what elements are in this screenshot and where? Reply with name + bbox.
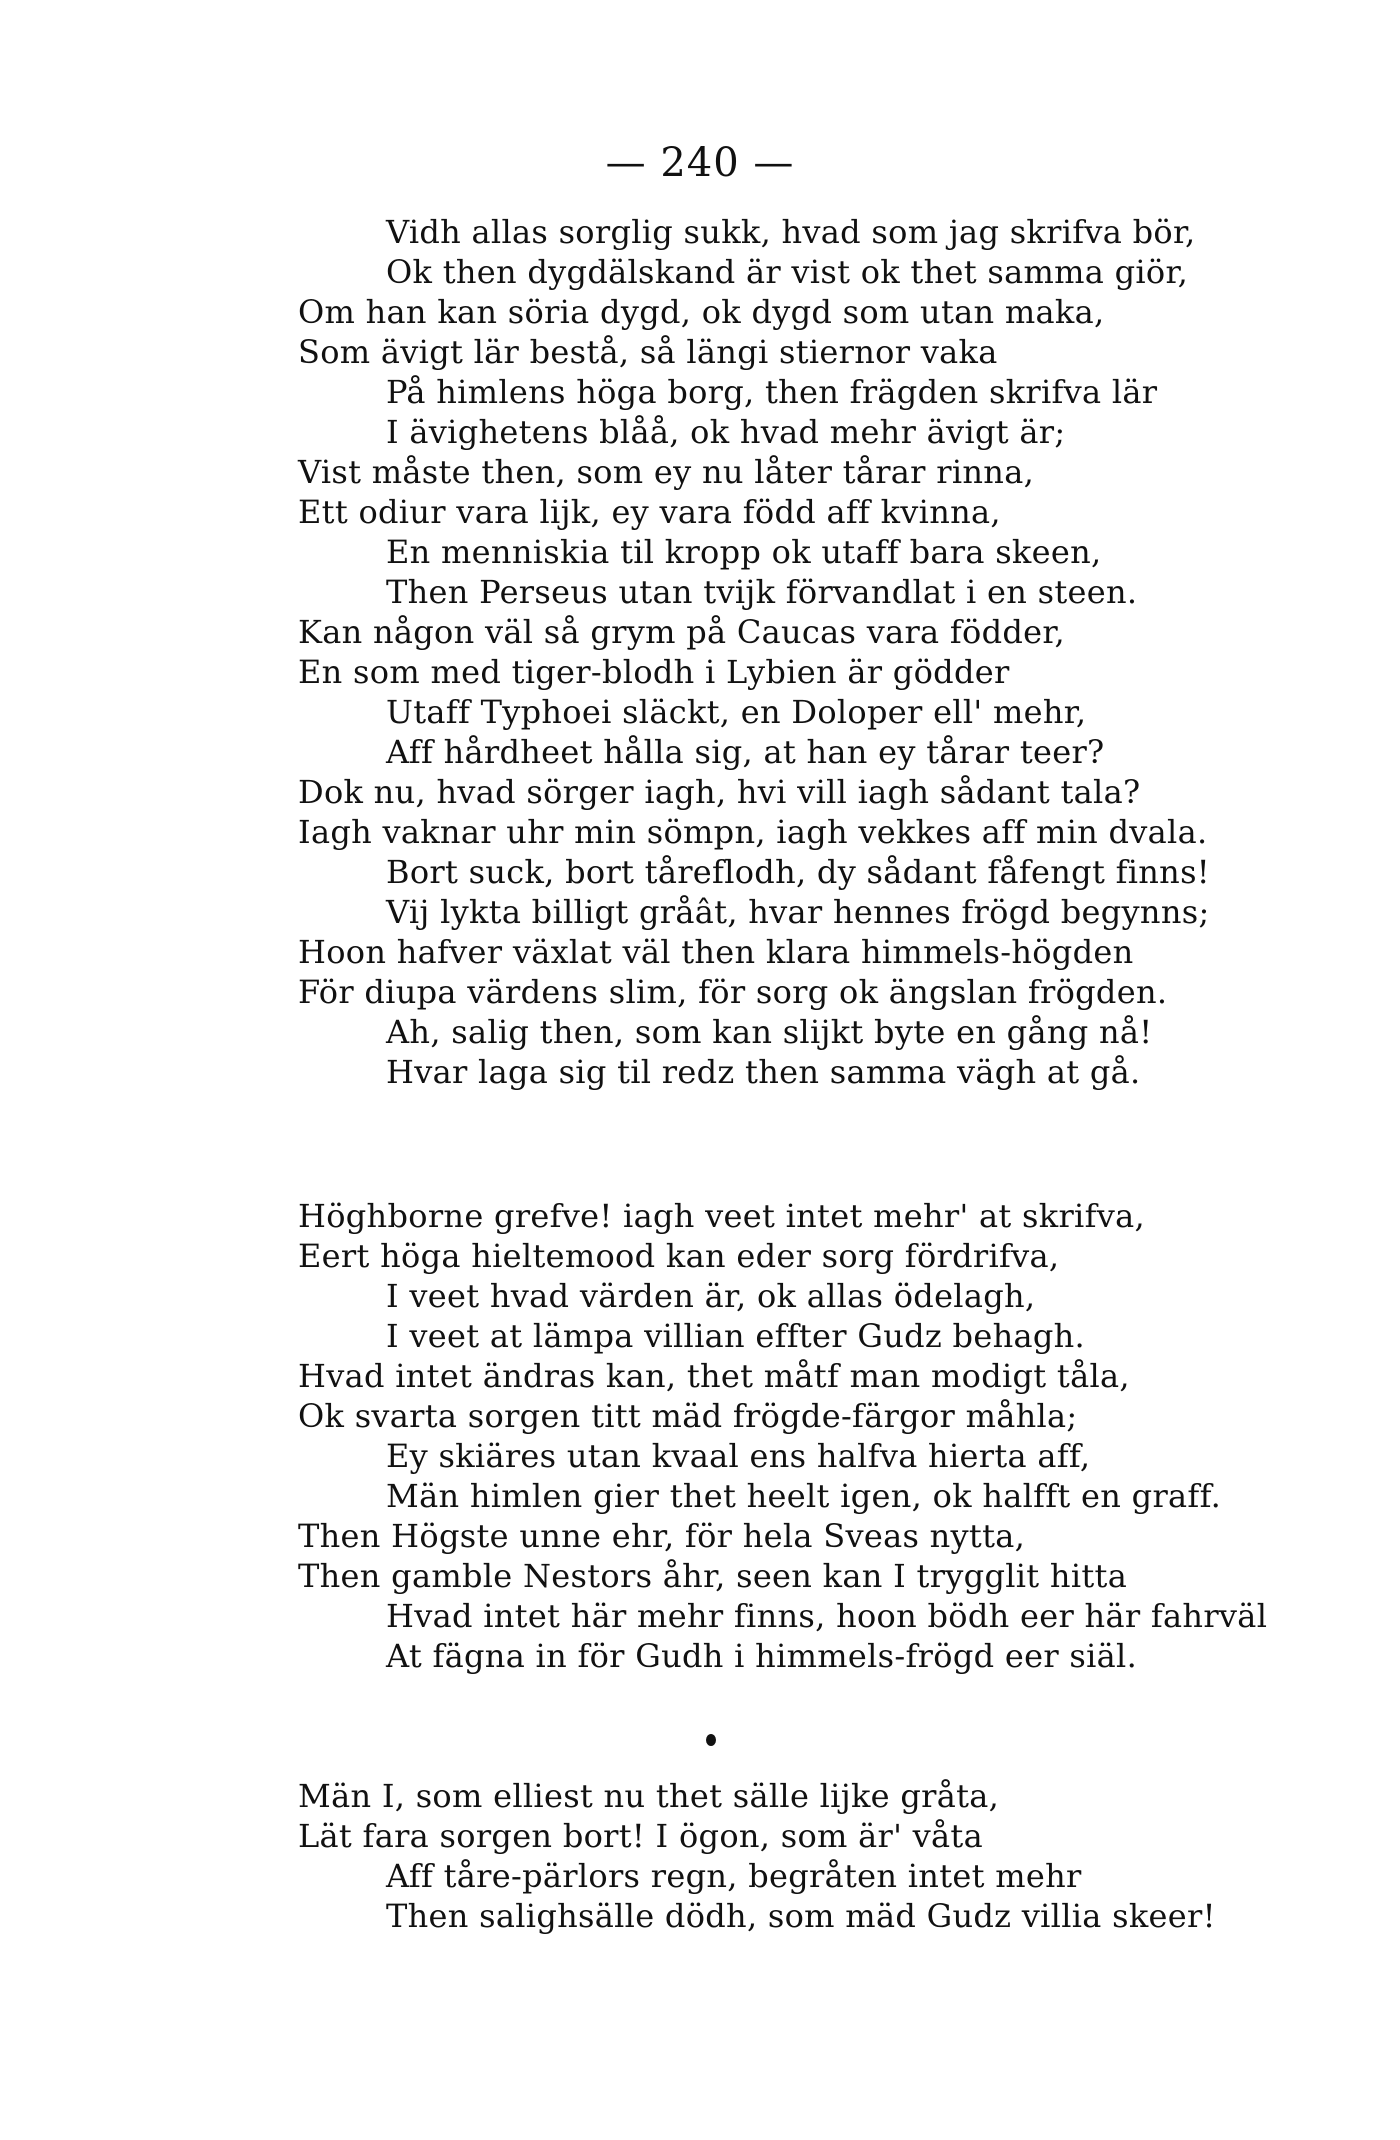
verse-line: Ah, salig then, som kan slijkt byte en gång nå! xyxy=(386,1013,1153,1051)
verse-line: Som ävigt lär bestå, så längi stiernor vaka xyxy=(298,333,998,371)
verse-line: Män I, som elliest nu thet sälle lijke gråta, xyxy=(298,1777,1000,1815)
verse-line: För diupa värdens slim, för sorg ok ängslan frögden. xyxy=(298,973,1168,1011)
page-number: — 240 — xyxy=(605,140,795,186)
verse-line: Ok then dygdälskand är vist ok thet samma giör, xyxy=(386,253,1189,291)
verse-line: En menniskia til kropp ok utaff bara skeen, xyxy=(386,533,1102,571)
verse-line: På himlens höga borg, then frägden skrifva lär xyxy=(386,373,1158,411)
verse-line: Iagh vaknar uhr min sömpn, iagh vekkes aff min dvala. xyxy=(298,813,1208,851)
stanza-3 xyxy=(298,1776,1298,1936)
verse-line: Vij lykta billigt gråât, hvar hennes frögd begynns; xyxy=(386,893,1210,931)
verse-line: I ävighetens blåå, ok hvad mehr ävigt är; xyxy=(386,413,1066,451)
verse-line: Kan någon väl så grym på Caucas vara födder, xyxy=(298,613,1065,651)
verse-line: Hvad intet här mehr finns, hoon bödh eer här fahrväl xyxy=(386,1597,1268,1635)
verse-line: I veet at lämpa villian effter Gudz behagh. xyxy=(386,1317,1086,1355)
verse-line: Om han kan söria dygd, ok dygd som utan maka, xyxy=(298,293,1105,331)
stanza-1 xyxy=(298,212,1298,1092)
verse-line: Bort suck, bort tåreflodh, dy sådant fåfengt finns! xyxy=(386,853,1210,891)
verse-line: Aff hårdheet hålla sig, at han ey tårar teer? xyxy=(386,733,1105,771)
verse-line: Vidh allas sorglig sukk, hvad som jag skrifva bör, xyxy=(386,213,1196,251)
verse-line: Then gamble Nestors åhr, seen kan I trygglit hitta xyxy=(298,1557,1128,1595)
verse-line: I veet hvad värden är, ok allas ödelagh, xyxy=(386,1277,1036,1315)
verse-line: Vist måste then, som ey nu låter tårar rinna, xyxy=(298,453,1035,491)
ornament-dot-icon xyxy=(706,1734,716,1746)
verse-line: Eert höga hieltemood kan eder sorg fördrifva, xyxy=(298,1237,1060,1275)
verse-line: Lät fara sorgen bort! I ögon, som är' våta xyxy=(298,1817,983,1855)
stanza-2 xyxy=(298,1196,1298,1676)
verse-line: Utaff Typhoei släckt, en Doloper ell' mehr, xyxy=(386,693,1087,731)
verse-line: Höghborne grefve! iagh veet intet mehr' at skrifva, xyxy=(298,1197,1145,1235)
verse-line: Hvad intet ändras kan, thet måtf man modigt tåla, xyxy=(298,1357,1130,1395)
verse-line: Then Högste unne ehr, för hela Sveas nytta, xyxy=(298,1517,1026,1555)
verse-line: Hvar laga sig til redz then samma vägh at gå. xyxy=(386,1053,1141,1091)
verse-line: At fägna in för Gudh i himmels-frögd eer siäl. xyxy=(386,1637,1138,1675)
verse-line: Dok nu, hvad sörger iagh, hvi vill iagh sådant tala? xyxy=(298,773,1141,811)
verse-line: Män himlen gier thet heelt igen, ok halfft en graff. xyxy=(386,1477,1222,1515)
verse-line: Ett odiur vara lijk, ey vara född aff kvinna, xyxy=(298,493,1001,531)
verse-line: En som med tiger-blodh i Lybien är gödder xyxy=(298,653,1010,691)
verse-line: Ey skiäres utan kvaal ens halfva hierta aff, xyxy=(386,1437,1091,1475)
verse-line: Then Perseus utan tvijk förvandlat i en steen. xyxy=(386,573,1138,611)
verse-line: Hoon hafver växlat väl then klara himmels-högden xyxy=(298,933,1134,971)
verse-line: Then salighsälle dödh, som mäd Gudz villia skeer! xyxy=(386,1897,1216,1935)
verse-line: Aff tåre-pärlors regn, begråten intet mehr xyxy=(386,1857,1082,1895)
verse-line: Ok svarta sorgen titt mäd frögde-färgor måhla; xyxy=(298,1397,1078,1435)
